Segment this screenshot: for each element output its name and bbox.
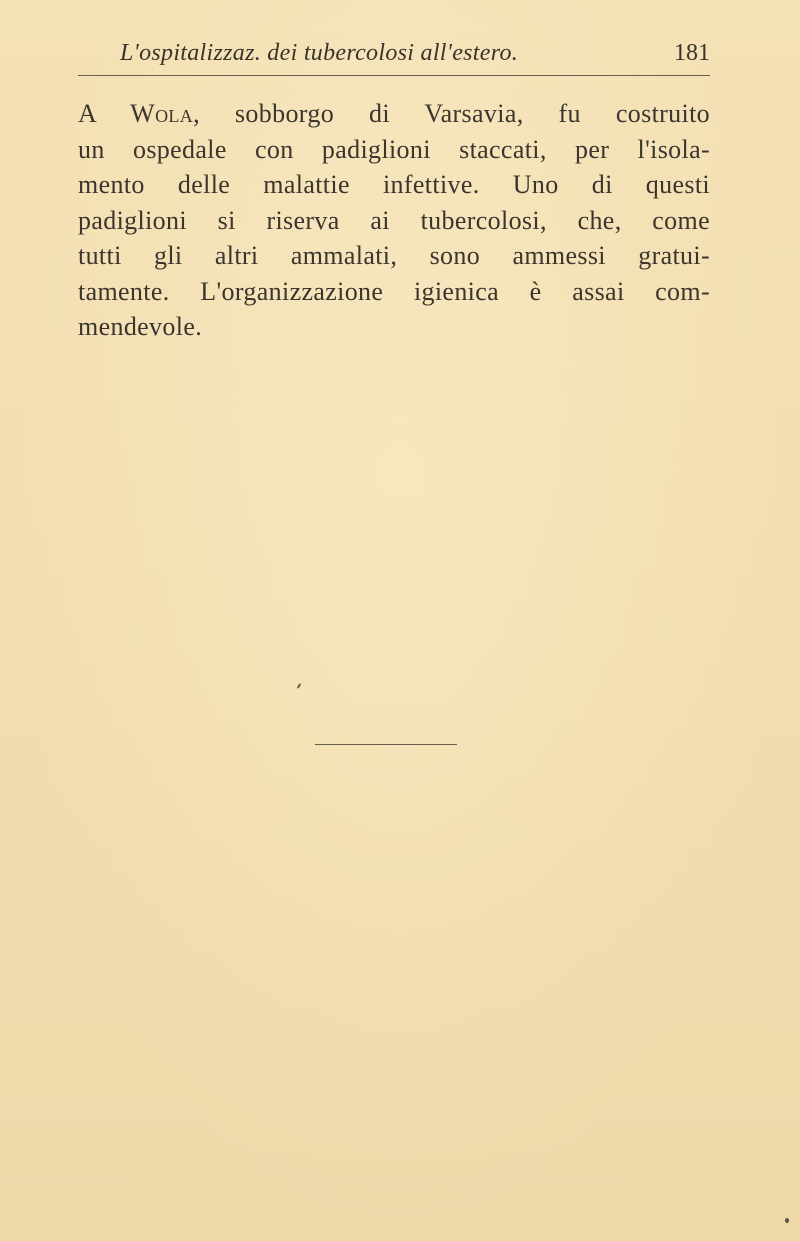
text-line-6: tamente. L'organizzazione igienica è assai com- (78, 276, 710, 306)
line-1-rest: , sobborgo di Varsavia, fu costruito (193, 99, 710, 128)
end-rule (315, 744, 457, 745)
header-rule (78, 75, 710, 76)
paper-speck (296, 683, 301, 689)
text-line-3: mento delle malattie infettive. Uno di questi (78, 170, 710, 199)
page-number: 181 (674, 40, 710, 66)
text-line-5: tutti gli altri ammalati, sono ammessi gratui- (78, 241, 710, 270)
lead-word: A Wola (78, 99, 194, 128)
text-line-2: un ospedale con padiglioni staccati, per l'isola- (78, 134, 710, 164)
running-head (78, 40, 710, 72)
paragraph (78, 96, 710, 345)
text-line-4: padiglioni si riserva ai tubercolosi, che, come (78, 205, 710, 235)
running-title: L'ospitalizzaz. dei tubercolosi all'estero. (120, 40, 519, 66)
text-line-1 (78, 96, 710, 132)
paper-speck (785, 1218, 789, 1223)
text-line-7: mendevole. (78, 312, 203, 341)
